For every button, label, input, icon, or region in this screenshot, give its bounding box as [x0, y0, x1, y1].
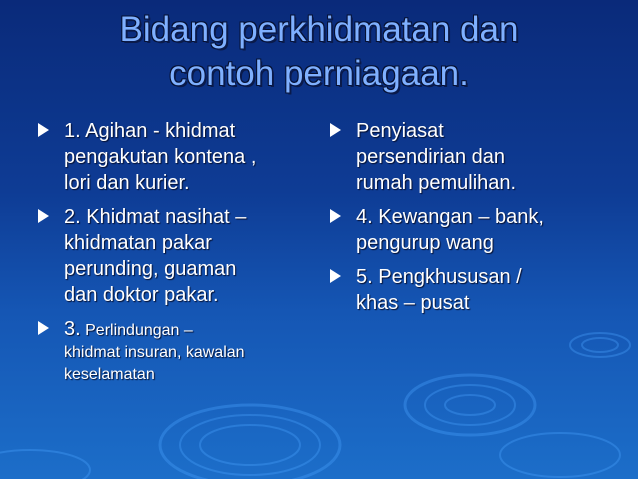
bullet-arrow-icon	[38, 209, 49, 223]
item-line: Penyiasat	[356, 120, 444, 142]
bullet-arrow-icon	[330, 209, 341, 223]
list-item	[38, 118, 310, 196]
bullet-arrow-icon	[330, 123, 341, 137]
item-line: 5. Pengkhususan /	[356, 266, 522, 288]
right-column	[330, 118, 630, 324]
item-line: pengakutan kontena ,	[64, 146, 257, 168]
item-line: lori dan kurier.	[64, 172, 190, 194]
item-line: 2. Khidmat nasihat –	[64, 206, 247, 228]
bullet-arrow-icon	[38, 321, 49, 335]
item-line: khidmatan pakar	[64, 232, 212, 254]
item-line: rumah pemulihan.	[356, 172, 517, 194]
list-item	[330, 204, 630, 256]
item-line: 4. Kewangan – bank,	[356, 206, 544, 228]
slide-title	[0, 8, 638, 96]
item-line: khas – pusat	[356, 292, 470, 314]
item-line: dan doktor pakar.	[64, 284, 219, 306]
item-line: 1. Agihan - khidmat	[64, 120, 236, 142]
item-line: khidmat insuran, kawalan	[64, 344, 245, 361]
item-line: persendirian dan	[356, 146, 505, 168]
item-line: pengurup wang	[356, 232, 494, 254]
left-column	[38, 118, 310, 394]
list-item	[38, 204, 310, 308]
list-item	[330, 118, 630, 196]
item-line: keselamatan	[64, 366, 155, 383]
item-line: perunding, guaman	[64, 258, 237, 280]
list-item	[38, 316, 310, 386]
item-lead: 3.	[64, 318, 81, 340]
list-item	[330, 264, 630, 316]
item-line	[64, 316, 310, 342]
item-lead-small: Perlindungan –	[80, 322, 193, 339]
title-line-2: contoh perniagaan.	[169, 54, 469, 93]
bullet-arrow-icon	[330, 269, 341, 283]
title-line-1: Bidang perkhidmatan dan	[119, 10, 519, 49]
bullet-arrow-icon	[38, 123, 49, 137]
